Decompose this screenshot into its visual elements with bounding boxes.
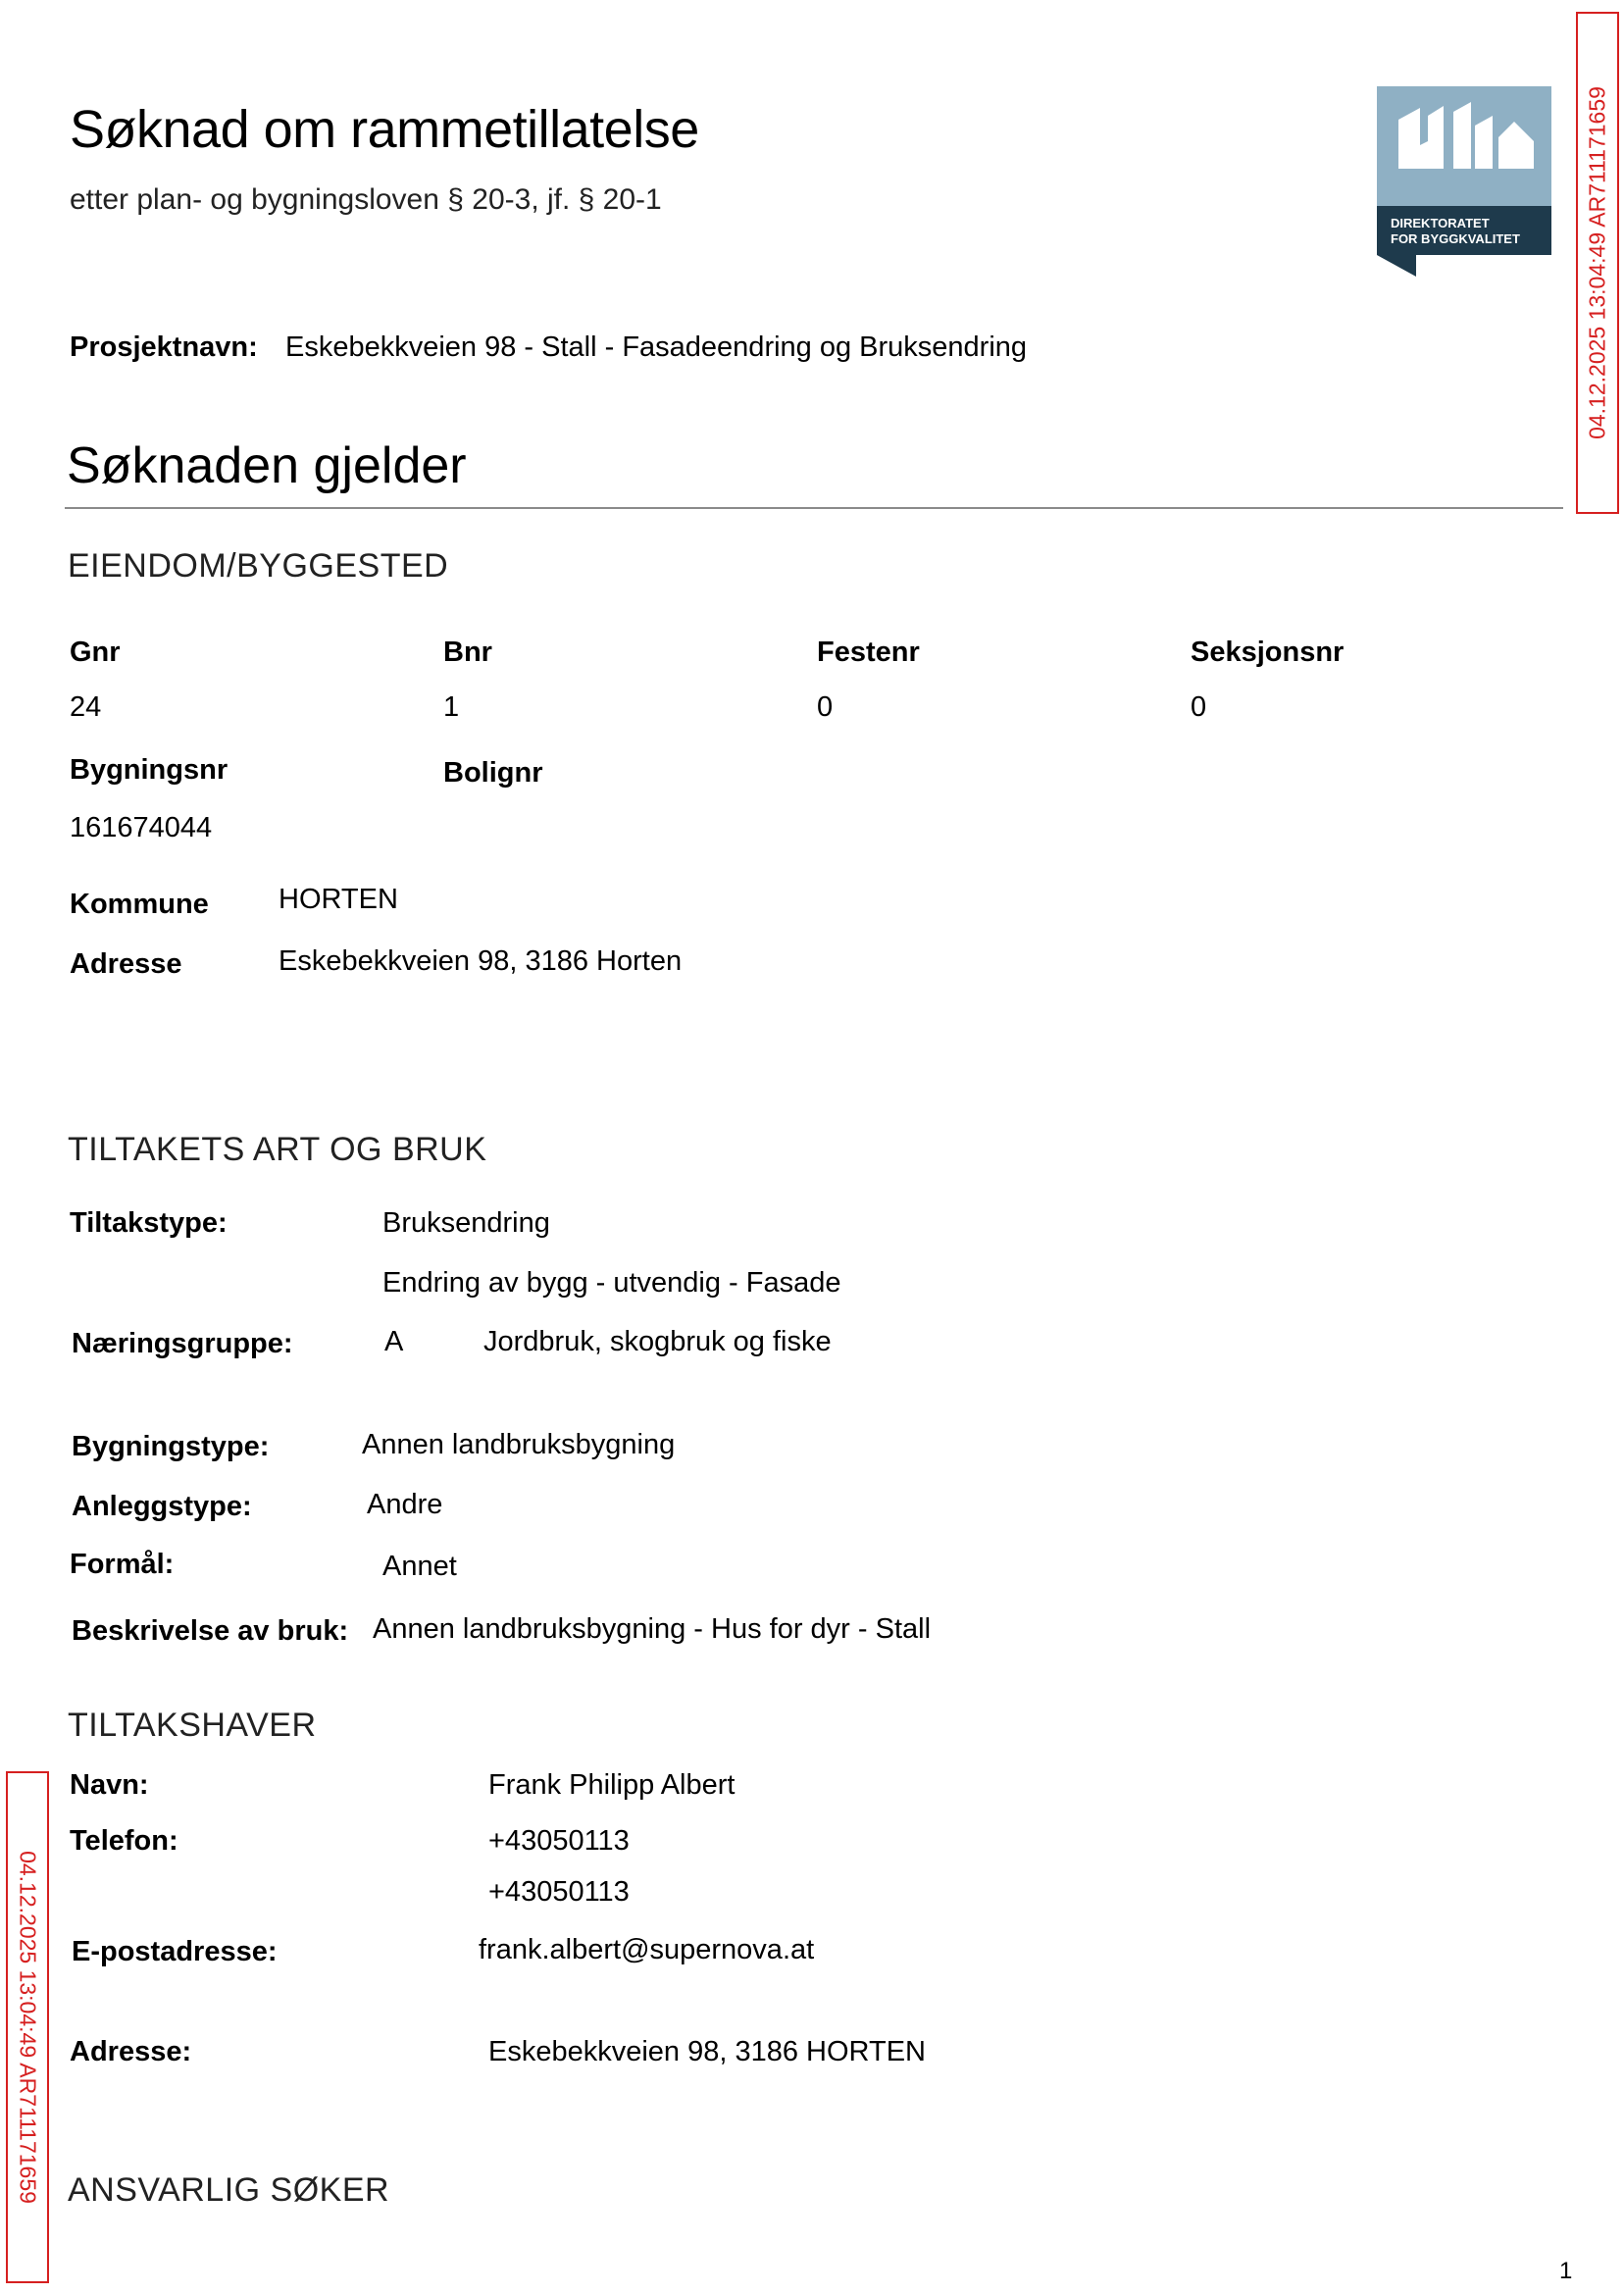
- page-number: 1: [1559, 2258, 1573, 2284]
- tiltakstype-label: Tiltakstype:: [70, 1207, 228, 1239]
- seksjonsnr-label: Seksjonsnr: [1191, 637, 1345, 668]
- formal-value: Annet: [382, 1551, 457, 1582]
- bygningstype-label: Bygningstype:: [72, 1431, 270, 1462]
- logo-text-line1: DIREKTORATET: [1391, 216, 1490, 230]
- anleggstype-value: Andre: [367, 1489, 443, 1520]
- adresse-label: Adresse: [70, 948, 182, 980]
- bolignr-label: Bolignr: [443, 757, 543, 789]
- logo-bottom-panel: [1377, 206, 1551, 255]
- logo-text-line2: FOR BYGGKVALITET: [1391, 231, 1520, 246]
- adresse-value: Eskebekkveien 98, 3186 Horten: [279, 945, 683, 977]
- date-stamp-top-text: 04.12.2025 13:04:49 AR711171659: [1584, 86, 1610, 439]
- naeringsgruppe-label: Næringsgruppe:: [72, 1328, 293, 1359]
- festenr-value: 0: [817, 691, 834, 723]
- tiltakstype-value-2: Endring av bygg - utvendig - Fasade: [382, 1267, 841, 1299]
- owner-heading: TILTAKSHAVER: [68, 1707, 317, 1744]
- gnr-label: Gnr: [70, 637, 121, 668]
- bnr-value: 1: [443, 691, 460, 723]
- owner-adresse-value: Eskebekkveien 98, 3186 HORTEN: [488, 2036, 926, 2067]
- applicant-heading: ANSVARLIG SØKER: [68, 2171, 390, 2209]
- date-stamp-left: [6, 1771, 49, 2283]
- logo-tab: [1377, 255, 1416, 277]
- seksjonsnr-value: 0: [1191, 691, 1207, 723]
- naeringsgruppe-value: Jordbruk, skogbruk og fiske: [483, 1326, 832, 1357]
- gnr-value: 24: [70, 691, 102, 723]
- property-heading: EIENDOM/BYGGESTED: [68, 547, 449, 585]
- owner-adresse-label: Adresse:: [70, 2036, 192, 2067]
- bnr-label: Bnr: [443, 637, 492, 668]
- festenr-label: Festenr: [817, 637, 920, 668]
- navn-value: Frank Philipp Albert: [488, 1769, 736, 1801]
- kommune-label: Kommune: [70, 889, 209, 920]
- date-stamp-top: [1576, 12, 1619, 514]
- naeringsgruppe-code: A: [384, 1326, 404, 1357]
- bygningsnr-value: 161674044: [70, 812, 213, 843]
- kommune-value: HORTEN: [279, 884, 398, 915]
- beskrivelse-value: Annen landbruksbygning - Hus for dyr - Stall: [373, 1613, 932, 1645]
- telefon-label: Telefon:: [70, 1825, 178, 1857]
- dibk-logo: [1377, 86, 1551, 277]
- date-stamp-left-text: 04.12.2025 13:04:49 AR711171659: [15, 1851, 41, 2204]
- document-title: Søknad om rammetillatelse: [70, 100, 699, 159]
- tiltakstype-value-1: Bruksendring: [382, 1207, 550, 1239]
- bygningsnr-label: Bygningsnr: [70, 754, 228, 786]
- epost-label: E-postadresse:: [72, 1936, 278, 1967]
- project-name-label: Prosjektnavn:: [70, 331, 258, 363]
- epost-value: frank.albert@supernova.at: [479, 1934, 815, 1965]
- section-title: Søknaden gjelder: [67, 437, 467, 494]
- beskrivelse-label: Beskrivelse av bruk:: [72, 1615, 349, 1647]
- section-divider: [65, 507, 1563, 509]
- anleggstype-label: Anleggstype:: [72, 1491, 252, 1522]
- formal-label: Formål:: [70, 1549, 175, 1580]
- bygningstype-value: Annen landbruksbygning: [362, 1429, 676, 1460]
- navn-label: Navn:: [70, 1769, 149, 1801]
- document-subtitle: etter plan- og bygningsloven § 20-3, jf. § 20-1: [70, 183, 662, 216]
- project-name-value: Eskebekkveien 98 - Stall - Fasadeendring og Bruksendring: [285, 331, 1028, 363]
- telefon-value-2: +43050113: [488, 1876, 630, 1908]
- telefon-value-1: +43050113: [488, 1825, 630, 1857]
- measure-heading: TILTAKETS ART OG BRUK: [68, 1131, 487, 1168]
